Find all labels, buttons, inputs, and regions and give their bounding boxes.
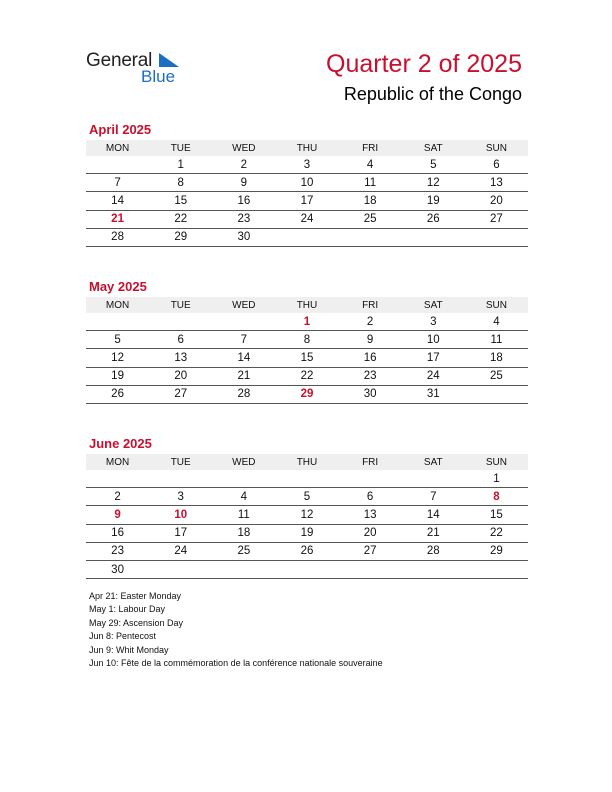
calendar-grid	[86, 297, 528, 404]
day-cell: 9	[339, 331, 402, 349]
day-cell: 9	[212, 174, 275, 192]
month-title: June 2025	[89, 436, 152, 451]
day-cell: 12	[86, 349, 149, 367]
holiday-note: Jun 8: Pentecost	[89, 631, 157, 642]
weekday-label: SAT	[402, 454, 465, 470]
week-row	[86, 542, 528, 560]
day-cell: 16	[86, 524, 149, 542]
day-cell: 8	[275, 331, 338, 349]
day-cell: 2	[86, 488, 149, 506]
day-cell: 25	[339, 210, 402, 228]
empty-day-cell	[339, 560, 402, 578]
weekday-label: SAT	[402, 140, 465, 156]
day-cell: 23	[339, 367, 402, 385]
weekday-label: FRI	[339, 454, 402, 470]
day-cell: 7	[212, 331, 275, 349]
day-cell: 26	[402, 210, 465, 228]
holiday-note: Jun 9: Whit Monday	[89, 644, 169, 655]
day-cell: 13	[339, 506, 402, 524]
day-cell: 18	[465, 349, 528, 367]
day-cell: 19	[275, 524, 338, 542]
empty-day-cell	[465, 228, 528, 246]
day-cell: 7	[402, 488, 465, 506]
day-cell: 25	[465, 367, 528, 385]
day-cell: 21	[212, 367, 275, 385]
empty-day-cell	[149, 560, 212, 578]
day-cell: 29	[275, 385, 338, 403]
day-cell: 8	[465, 488, 528, 506]
day-cell: 29	[149, 228, 212, 246]
day-cell: 4	[212, 488, 275, 506]
day-cell: 15	[149, 192, 212, 210]
month-title: May 2025	[89, 279, 147, 294]
day-cell: 24	[275, 210, 338, 228]
day-cell: 5	[86, 331, 149, 349]
week-row	[86, 506, 528, 524]
month-june	[86, 436, 528, 579]
day-cell: 20	[465, 192, 528, 210]
empty-day-cell	[149, 470, 212, 488]
calendar-grid	[86, 454, 528, 579]
weekday-label: MON	[86, 454, 149, 470]
day-cell: 8	[149, 174, 212, 192]
logo	[86, 50, 196, 90]
day-cell: 6	[339, 488, 402, 506]
empty-day-cell	[402, 470, 465, 488]
logo-text-general: General	[86, 50, 153, 71]
weekday-label: TUE	[149, 297, 212, 313]
weekday-label: MON	[86, 140, 149, 156]
month-april	[86, 122, 528, 247]
day-cell: 19	[86, 367, 149, 385]
holiday-notes	[89, 590, 389, 670]
empty-day-cell	[465, 385, 528, 403]
day-cell: 2	[212, 156, 275, 174]
weekday-label: WED	[212, 140, 275, 156]
day-cell: 10	[275, 174, 338, 192]
day-cell: 15	[465, 506, 528, 524]
holiday-note: May 29: Ascension Day	[89, 617, 184, 628]
day-cell: 16	[339, 349, 402, 367]
day-cell: 28	[402, 542, 465, 560]
day-cell: 30	[339, 385, 402, 403]
day-cell: 27	[465, 210, 528, 228]
day-cell: 20	[339, 524, 402, 542]
day-cell: 1	[275, 313, 338, 331]
day-cell: 18	[339, 192, 402, 210]
day-cell: 13	[149, 349, 212, 367]
empty-day-cell	[402, 228, 465, 246]
day-cell: 20	[149, 367, 212, 385]
empty-day-cell	[402, 560, 465, 578]
week-row	[86, 228, 528, 246]
day-cell: 19	[402, 192, 465, 210]
day-cell: 1	[465, 470, 528, 488]
day-cell: 14	[86, 192, 149, 210]
day-cell: 6	[465, 156, 528, 174]
day-cell: 25	[212, 542, 275, 560]
weekday-label: SUN	[465, 297, 528, 313]
day-cell: 26	[275, 542, 338, 560]
day-cell: 28	[212, 385, 275, 403]
day-cell: 27	[339, 542, 402, 560]
day-cell: 4	[339, 156, 402, 174]
empty-day-cell	[86, 156, 149, 174]
weekday-label: TUE	[149, 454, 212, 470]
week-row	[86, 192, 528, 210]
day-cell: 3	[149, 488, 212, 506]
day-cell: 10	[402, 331, 465, 349]
week-row	[86, 367, 528, 385]
holiday-note: May 1: Labour Day	[89, 604, 166, 615]
empty-day-cell	[212, 470, 275, 488]
day-cell: 14	[402, 506, 465, 524]
day-cell: 17	[275, 192, 338, 210]
weekday-header-row	[86, 140, 528, 156]
empty-day-cell	[86, 470, 149, 488]
weekday-header-row	[86, 297, 528, 313]
empty-day-cell	[465, 560, 528, 578]
logo-triangle-icon	[159, 53, 179, 67]
day-cell: 17	[149, 524, 212, 542]
weekday-label: SAT	[402, 297, 465, 313]
weekday-label: THU	[275, 140, 338, 156]
empty-day-cell	[86, 313, 149, 331]
empty-day-cell	[275, 470, 338, 488]
weekday-label: WED	[212, 454, 275, 470]
day-cell: 3	[402, 313, 465, 331]
day-cell: 1	[149, 156, 212, 174]
week-row	[86, 385, 528, 403]
empty-day-cell	[275, 228, 338, 246]
weekday-label: SUN	[465, 454, 528, 470]
day-cell: 29	[465, 542, 528, 560]
day-cell: 17	[402, 349, 465, 367]
day-cell: 2	[339, 313, 402, 331]
day-cell: 18	[212, 524, 275, 542]
day-cell: 14	[212, 349, 275, 367]
weekday-label: THU	[275, 454, 338, 470]
day-cell: 5	[275, 488, 338, 506]
day-cell: 11	[339, 174, 402, 192]
week-row	[86, 470, 528, 488]
day-cell: 12	[402, 174, 465, 192]
day-cell: 11	[212, 506, 275, 524]
day-cell: 13	[465, 174, 528, 192]
day-cell: 15	[275, 349, 338, 367]
day-cell: 9	[86, 506, 149, 524]
day-cell: 31	[402, 385, 465, 403]
day-cell: 21	[86, 210, 149, 228]
day-cell: 30	[86, 560, 149, 578]
day-cell: 10	[149, 506, 212, 524]
day-cell: 23	[86, 542, 149, 560]
day-cell: 12	[275, 506, 338, 524]
week-row	[86, 331, 528, 349]
week-row	[86, 313, 528, 331]
country-name: Republic of the Congo	[343, 84, 522, 104]
day-cell: 3	[275, 156, 338, 174]
day-cell: 22	[275, 367, 338, 385]
day-cell: 22	[465, 524, 528, 542]
day-cell: 21	[402, 524, 465, 542]
day-cell: 7	[86, 174, 149, 192]
weekday-label: WED	[212, 297, 275, 313]
week-row	[86, 488, 528, 506]
weekday-label: MON	[86, 297, 149, 313]
week-row	[86, 349, 528, 367]
page-title: Quarter 2 of 2025	[326, 50, 522, 78]
weekday-label: TUE	[149, 140, 212, 156]
week-row	[86, 560, 528, 578]
day-cell: 22	[149, 210, 212, 228]
day-cell: 11	[465, 331, 528, 349]
weekday-header-row	[86, 454, 528, 470]
month-may	[86, 279, 528, 404]
day-cell: 6	[149, 331, 212, 349]
empty-day-cell	[212, 313, 275, 331]
month-title: April 2025	[89, 122, 152, 137]
week-row	[86, 156, 528, 174]
empty-day-cell	[149, 313, 212, 331]
calendar-grid	[86, 140, 528, 247]
weekday-label: FRI	[339, 140, 402, 156]
logo-text-blue: Blue	[141, 67, 176, 86]
weekday-label: THU	[275, 297, 338, 313]
week-row	[86, 210, 528, 228]
weekday-label: SUN	[465, 140, 528, 156]
day-cell: 30	[212, 228, 275, 246]
day-cell: 26	[86, 385, 149, 403]
empty-day-cell	[339, 228, 402, 246]
day-cell: 5	[402, 156, 465, 174]
empty-day-cell	[212, 560, 275, 578]
week-row	[86, 174, 528, 192]
empty-day-cell	[339, 470, 402, 488]
weekday-label: FRI	[339, 297, 402, 313]
day-cell: 16	[212, 192, 275, 210]
day-cell: 23	[212, 210, 275, 228]
day-cell: 27	[149, 385, 212, 403]
day-cell: 24	[402, 367, 465, 385]
day-cell: 4	[465, 313, 528, 331]
holiday-note: Apr 21: Easter Monday	[89, 591, 182, 601]
day-cell: 24	[149, 542, 212, 560]
week-row	[86, 524, 528, 542]
empty-day-cell	[275, 560, 338, 578]
holiday-note: Jun 10: Fête de la commémoration de la conférence nationale souveraine	[89, 658, 383, 669]
day-cell: 28	[86, 228, 149, 246]
